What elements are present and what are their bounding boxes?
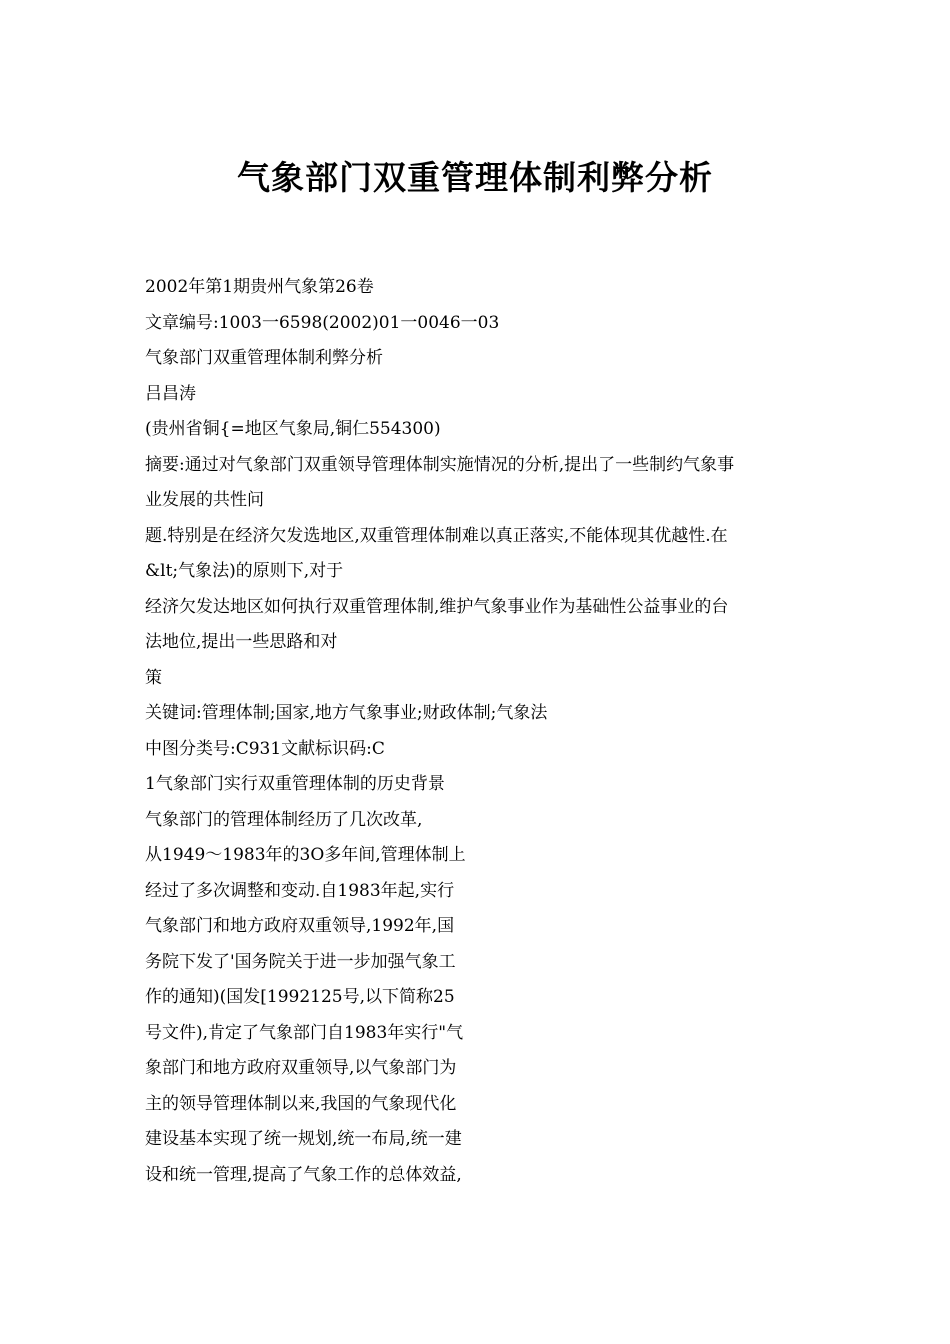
text-line: 从1949～1983年的3O多年间,管理体制上 [145, 845, 466, 865]
text-line: (贵州省铜{=地区气象局,铜仁554300) [145, 419, 441, 439]
text-line: 经济欠发达地区如何执行双重管理体制,维护气象事业作为基础性公益事业的台 [145, 596, 729, 617]
text-line: 策 [145, 667, 162, 688]
document-body [145, 270, 810, 1193]
text-line: 气象部门的管理体制经历了几次改革, [145, 809, 423, 830]
text-line: 经过了多次调整和变动.自1983年起,实行 [145, 880, 455, 901]
text-line: 务院下发了'国务院关于进一步加强气象工 [145, 951, 456, 972]
text-line: 题.特别是在经济欠发选地区,双重管理体制难以真正落实,不能体现其优越性.在 [145, 525, 728, 546]
text-line: 建设基本实现了统一规划,统一布局,统一建 [145, 1129, 462, 1149]
text-line: 气象部门和地方政府双重领导,1992年,国 [145, 916, 455, 936]
text-line: 号文件),肯定了气象部门自1983年实行"气 [145, 1022, 464, 1043]
text-line: 作的通知)(国发[1992125号,以下简称25 [145, 987, 455, 1007]
text-line: 1气象部门实行双重管理体制的历史背景 [145, 774, 445, 794]
text-line: &lt;气象法)的原则下,对于 [145, 561, 344, 581]
text-line: 摘要:通过对气象部门双重领导管理体制实施情况的分析,提出了一些制约气象事 [145, 454, 735, 475]
text-line: 气象部门双重管理体制利弊分析 [145, 348, 383, 368]
text-line: 文章编号:1003一6598(2002)01一0046一03 [145, 312, 500, 333]
text-line: 中图分类号:C931文献标识码:C [145, 738, 385, 759]
document-title: 气象部门双重管理体制利弊分析 [237, 158, 713, 197]
text-line: 业发展的共性问 [145, 490, 264, 510]
text-line: 吕昌涛 [145, 383, 196, 404]
text-line: 设和统一管理,提高了气象工作的总体效益, [145, 1164, 462, 1185]
text-line: 关键词:管理体制;国家,地方气象事业;财政体制;气象法 [145, 703, 548, 723]
text-line: 法地位,提出一些思路和对 [145, 632, 338, 652]
text-line: 主的领导管理体制以来,我国的气象现代化 [145, 1093, 457, 1114]
text-line: 2002年第1期贵州气象第26卷 [145, 277, 374, 297]
text-line: 象部门和地方政府双重领导,以气象部门为 [145, 1058, 457, 1078]
